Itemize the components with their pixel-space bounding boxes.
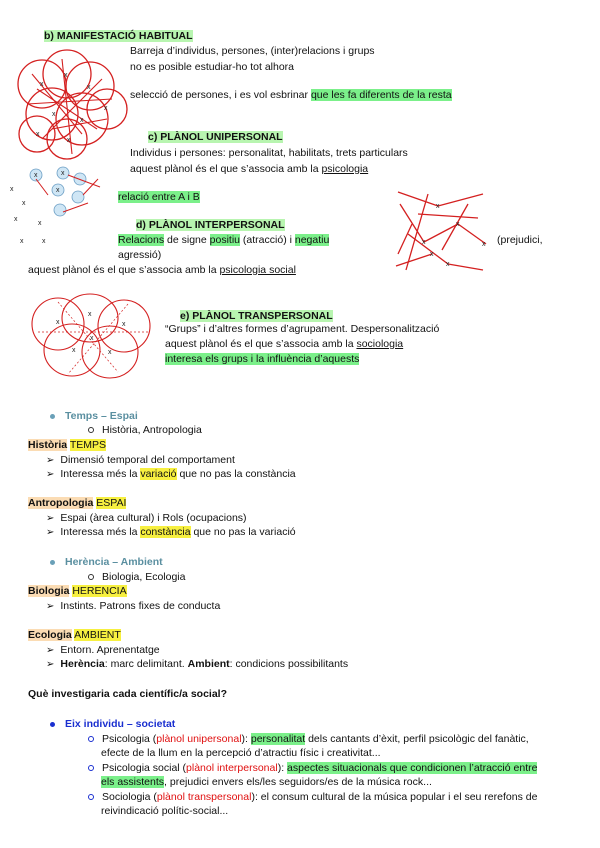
- diagram-x-mark: x: [482, 241, 486, 248]
- section-e-line2: aquest plànol és el que s’associa amb la sociologia: [165, 338, 404, 350]
- arrow-bullet-icon: ➢: [46, 527, 55, 538]
- diagram-x-mark: x: [456, 221, 460, 228]
- section-c-line3: relació entre A i B: [118, 191, 200, 203]
- section-d-line1-end: (prejudici,: [497, 234, 543, 246]
- temps-espai-heading: Temps – Espai: [50, 410, 138, 422]
- section-b-line3: selecció de persones, i es vol esbrinar que les fa diferents de la resta: [130, 89, 452, 101]
- biologia-item: ➢ Instints. Patrons fixes de conducta: [46, 600, 221, 612]
- diagram-x-mark: x: [108, 349, 112, 356]
- question-item-psicologia-social: Psicologia social (plànol interpersonal): aspectes situacionals que condicionen l’atracció entre: [88, 762, 537, 774]
- diagram-x-mark: x: [56, 319, 60, 326]
- herencia-ambient-heading: Herència – Ambient: [50, 556, 163, 568]
- ecologia-label: Ecologia AMBIENT: [28, 629, 121, 641]
- section-c-line1: Individus i persones: personalitat, habilitats, trets particulars: [130, 147, 408, 159]
- arrow-bullet-icon: ➢: [46, 455, 55, 466]
- diagram-x-mark: x: [34, 172, 38, 179]
- diagram-x-mark: x: [430, 251, 434, 258]
- section-c-title: c) PLÀNOL UNIPERSONAL: [148, 131, 283, 143]
- diagram-x-mark: x: [10, 186, 14, 193]
- section-e-title: e) PLÀNOL TRANSPERSONAL: [180, 310, 333, 322]
- diagram-x-mark: x: [436, 203, 440, 210]
- circle-bullet-icon: [88, 736, 94, 742]
- circle-bullet-icon: [88, 427, 94, 433]
- bullet-icon: [50, 414, 55, 419]
- circle-bullet-icon: [88, 765, 94, 771]
- section-b-line2: no es posible estudiar-ho tot alhora: [130, 61, 295, 73]
- section-e-line3: interesa els grups i la influència d’aquests: [165, 353, 360, 365]
- section-b-line1: Barreja d’individus, persones, (inter)relacions i grups: [130, 45, 375, 57]
- diagram-x-mark: x: [61, 170, 65, 177]
- diagram-x-mark: x: [64, 72, 68, 79]
- diagram-x-mark: x: [20, 238, 24, 245]
- historia-label: Història TEMPS: [28, 439, 106, 451]
- interpersonal-diagram: [388, 184, 494, 276]
- section-e-line1: “Grups” i d’altres formes d’agrupament. Despersonalització: [165, 323, 440, 335]
- antropologia-item-2: ➢ Interessa més la constància que no pas la variació: [46, 526, 296, 538]
- question-title: Què investigaria cada científic/a social?: [28, 688, 227, 700]
- arrow-bullet-icon: ➢: [46, 659, 55, 670]
- arrow-bullet-icon: ➢: [46, 469, 55, 480]
- biologia-label: Biologia HERENCIA: [28, 585, 127, 597]
- diagram-x-mark: x: [52, 111, 56, 118]
- diagram-x-mark: x: [38, 220, 42, 227]
- section-d-line3: aquest plànol és el que s’associa amb la psicologia social: [28, 264, 296, 276]
- section-c-line2: aquest plànol és el que s’associa amb la psicologia: [130, 163, 369, 175]
- diagram-x-mark: x: [22, 200, 26, 207]
- ecologia-item-2: ➢ Herència: marc delimitant. Ambient: condicions possibilitants: [46, 658, 349, 670]
- question-item-psicologia-social-cont: els assistents, prejudici envers els/les seguidors/es de la música rock...: [101, 776, 432, 788]
- diagram-x-mark: x: [422, 239, 426, 246]
- antropologia-label: Antropologia ESPAI: [28, 497, 127, 509]
- section-d-title: d) PLÀNOL INTERPERSONAL: [136, 219, 285, 231]
- herencia-ambient-sub: Biologia, Ecologia: [88, 571, 185, 583]
- diagram-x-mark: x: [90, 335, 94, 342]
- diagram-x-mark: x: [36, 131, 40, 138]
- question-item-sociologia-cont: reivindicació polític-social...: [101, 805, 229, 817]
- diagram-x-mark: x: [87, 84, 91, 91]
- diagram-x-mark: x: [122, 321, 126, 328]
- temps-espai-sub: Història, Antropologia: [88, 424, 202, 436]
- arrow-bullet-icon: ➢: [46, 601, 55, 612]
- circle-bullet-icon: [88, 574, 94, 580]
- diagram-x-mark: x: [14, 216, 18, 223]
- section-b-title: b) MANIFESTACIÓ HABITUAL: [44, 30, 193, 42]
- diagram-x-mark: x: [88, 311, 92, 318]
- diagram-x-mark: x: [446, 261, 450, 268]
- diagram-x-mark: x: [67, 137, 71, 144]
- diagram-x-mark: x: [72, 347, 76, 354]
- section-d-line2: agressió): [118, 249, 162, 261]
- diagram-x-mark: x: [40, 81, 44, 88]
- circles-network-diagram: [12, 44, 132, 164]
- question-item-sociologia: Sociologia (plànol transpersonal): el consum cultural de la música popular i el seu rerefons de: [88, 791, 537, 803]
- historia-item-1: ➢ Dimensió temporal del comportament: [46, 454, 235, 466]
- ecologia-item-1: ➢ Entorn. Aprenentatge: [46, 644, 160, 656]
- arrow-bullet-icon: ➢: [46, 645, 55, 656]
- arrow-bullet-icon: ➢: [46, 513, 55, 524]
- section-d-line1: Relacions de signe positiu (atracció) i negatiu: [118, 234, 330, 246]
- diagram-x-mark: x: [104, 105, 108, 112]
- transpersonal-diagram: [28, 292, 158, 380]
- unipersonal-diagram: [8, 165, 120, 247]
- antropologia-item-1: ➢ Espai (àrea cultural) i Rols (ocupacions): [46, 512, 247, 524]
- circle-bullet-icon: [88, 794, 94, 800]
- bullet-icon: [50, 722, 55, 727]
- question-item-psicologia-cont: efecte de la llum en la percepció d’atractiu físic i creativitat...: [101, 747, 381, 759]
- diagram-x-mark: x: [42, 238, 46, 245]
- diagram-x-mark: x: [80, 117, 84, 124]
- axis-heading: Eix individu – societat: [50, 718, 175, 730]
- historia-item-2: ➢ Interessa més la variació que no pas la constància: [46, 468, 296, 480]
- bullet-icon: [50, 560, 55, 565]
- question-item-psicologia: Psicologia (plànol unipersonal): personalitat dels cantants d’èxit, perfil psicològic del fanàtic,: [88, 733, 529, 745]
- diagram-x-mark: x: [56, 187, 60, 194]
